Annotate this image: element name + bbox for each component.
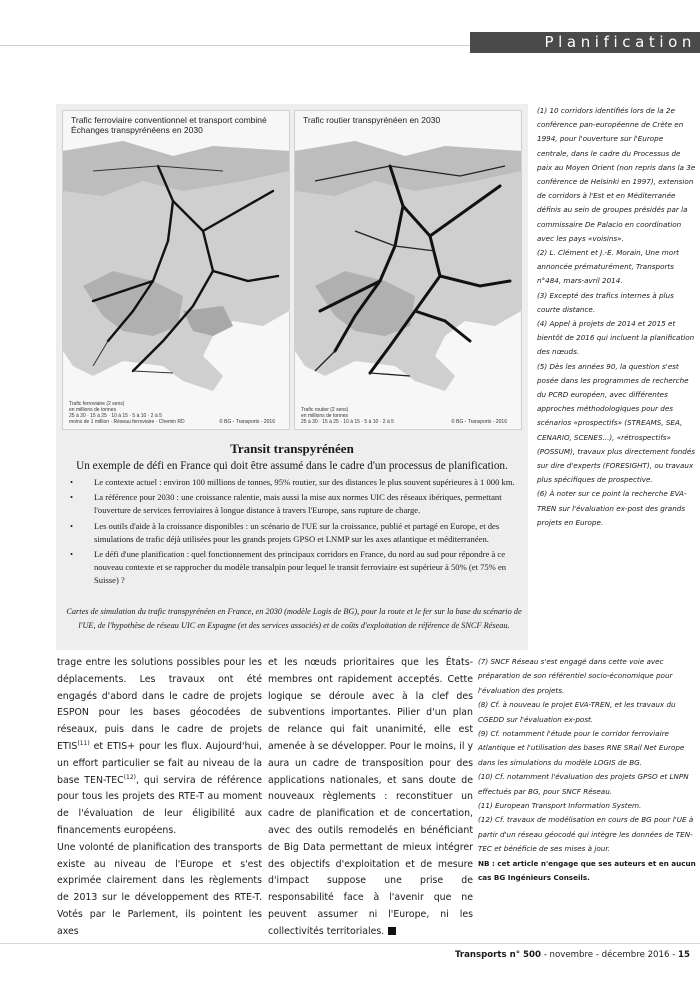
page-number: 15 [678, 950, 690, 960]
nb-disclaimer: NB : cet article n'engage que ses auteurs et en aucun cas BG Ingénieurs Conseils. [478, 858, 696, 883]
body-text: et ETIS+ pour les flux. Aujourd'hui, un effort particulier se fait au niveau de la base TEN-TEC [57, 740, 262, 786]
body-paragraph [57, 655, 262, 840]
page-footer [455, 950, 690, 960]
footnote: (2) L. Clément et J.-E. Morain, Une mort annoncée prématurément, Transports n°484, mars-avril 2014. [537, 248, 679, 286]
footnote: (1) 10 corridors identifiés lors de la 2e conférence pan-européenne de Crète en 1994, pour l'ouverture sur l'Europe centrale, dans le cadre du Processus de paix au Moyen Orient (non repris dans la 3e conférence de Helsinki en 1997), extension de corridors à l'Est et en Méditerranée définis au sein de groupes présidés par la commissaire De Palacio en coordination avec les pays «voisins». [537, 106, 696, 243]
body-paragraph [268, 655, 473, 941]
box-bullets [64, 476, 522, 590]
map-road-legend-2: 25 à 30 [301, 419, 318, 425]
body-column-1 [57, 655, 262, 941]
map-rail-legend-4: 10 à 15 [111, 413, 128, 419]
box-title: Transit transpyrénéen [230, 441, 354, 456]
map-road [294, 110, 522, 430]
map-rail-legend-9: Chemin RD [158, 419, 185, 425]
map-rail-credit: © BG - Transports - 2016 [219, 419, 275, 425]
map-rail-legend-2: 25 à 30 [69, 413, 86, 419]
map-rail-title-2: Échanges transpyrénéens en 2030 [71, 125, 203, 135]
map-rail-legend-5: 5 à 10 [132, 413, 147, 419]
map-rail-legend-6: 2 à 5 [150, 413, 162, 419]
footnote: (10) Cf. notamment l'évaluation des projets GPSO et LNPN effectués par BG, pour SNCF Réseau. [478, 772, 689, 796]
section-header: Planification [470, 32, 700, 53]
map-rail-legend-1: en millions de tonnes [69, 407, 116, 413]
footnote: (6) À noter sur ce point la recherche EVA-TREN sur l'évaluation ex-post des grands projets en Europe. [537, 489, 687, 527]
figure-box [56, 104, 528, 650]
map-rail-legend-3: 15 à 25 [90, 413, 107, 419]
body-paragraph: Une volonté de planification des transports existe au niveau de l'Europe et s'est exprimée clairement dans les règlements de 2013 sur le développement des RTE-T. Votés par le Parlement, ils pointent les axes [57, 841, 262, 937]
magazine-name: Transports n° 500 [454, 950, 541, 960]
notes-top [537, 104, 697, 530]
box-subtitle: Un exemple de défi en France qui doit être assumé dans le cadre d'un processus de planification. [76, 460, 508, 472]
issue-date: - novembre - décembre 2016 - [540, 950, 679, 960]
footer-rule [0, 943, 700, 944]
footnote: (8) Cf. à nouveau le projet EVA-TREN, et les travaux du CGEDD sur l'évaluation ex-post. [478, 700, 676, 724]
footnote: (11) European Transport Information System. [478, 801, 642, 811]
figure-caption: Cartes de simulation du trafic transpyrénéen en France, en 2030 (modèle Logis de BG), pour la route et le fer sur la base du scénario de l'UE, de l'hypothèse de réseau UIC en Espagne (et des services associés) et de coûts d'exploitation de référence de SNCF Réseau. [66, 607, 522, 630]
map-rail-title-1: Trafic ferroviaire conventionnel et transport combiné [71, 115, 267, 125]
box-bullet: • Le contexte actuel : environ 100 millions de tonnes, 95% routier, sur des distances le plus souvent supérieures à 1 000 km. [64, 476, 522, 489]
body-text: trage entre les solutions possibles pour les déplacements. Les travaux ont été engagés d'abord dans le cadre de projets ESPON pour les bases géocodées de réseaux, puis dans le cadre de projets ETIS [57, 657, 262, 752]
map-road-legend-6: 2 à 5 [382, 419, 394, 425]
map-rail-legend-8: Réseau ferroviaire [113, 419, 155, 425]
map-road-legend-5: 5 à 10 [364, 419, 379, 425]
footnote-ref-12: (12) [123, 773, 136, 781]
map-road-legend-3: 15 à 25 [322, 419, 339, 425]
end-of-article-mark [388, 927, 396, 935]
box-bullet: • La référence pour 2030 : une croissance ralentie, mais aussi la mise aux normes UIC des réseaux ibériques, permettant l'ouverture de services ferroviaires à longue distance à travers l'Europe, sans rupture de charge. [64, 491, 522, 517]
footnote: (4) Appel à projets de 2014 et 2015 et bientôt de 2016 qui incluent la planification des nœuds. [537, 319, 695, 357]
top-rule [0, 45, 470, 46]
map-road-legend-0: Trafic routier (2 sens) [301, 407, 349, 413]
footnote-ref-11: (11) [77, 739, 90, 747]
footnote: (5) Dès les années 90, la question s'est posée dans les programmes de recherche du PCRD européen, avec différentes approches méthodologiques pour des scénarios «prospectifs» (STREAMS, SEA, CENARIO, SCENES...), «rétrospectifs» (POSSUM), travaux plus directement fondés sur dire d'experts (FORESIGHT), ou travaux plus spécifiques de prospective. [537, 361, 695, 485]
footnote: (9) Cf. notamment l'étude pour le corridor ferroviaire Atlantique et l'utilisation des bases RNE SRail Net Europe dans les simulations du modèle LOGIS de BG. [478, 729, 685, 767]
map-road-title: Trafic routier transpyrénéen en 2030 [303, 115, 441, 125]
box-bullet: • Les outils d'aide à la croissance disponibles : un scénario de l'UE sur la croissance, publié et partagé en Europe, et des simulations de trafic déjà utilisées pour les grands projets GPSO et LNMP sur les axes atlantique et méditerranéen. [64, 520, 522, 546]
footnote: (7) SNCF Réseau s'est engagé dans cette voie avec préparation de son référentiel socio-économique pour l'évaluation des projets. [478, 657, 673, 695]
map-road-legend-1: en millions de tonnes [301, 413, 348, 419]
map-road-graphic [295, 111, 521, 429]
box-bullet: • Le défi d'une planification : quel fonctionnement des principaux corridors en France, du nord au sud pour répondre à ce nouveau contexte et se rapprocher du modèle transalpin pour lequel le transit ferroviaire est supérieur à 50% (et 75% en Suisse) ? [64, 548, 522, 588]
map-rail-legend: Trafic ferroviaire (2 sens) en millions de tonnes 25 à 30 · 15 à 25 · 10 à 15 · 5 à 10 · 2 à 5 moins de 1 million · Réseau ferroviaire · Chemin RD © BG - Transports - 2016 [69, 401, 279, 425]
notes-bottom [478, 655, 700, 886]
map-road-legend: Trafic routier (2 sens) en millions de tonnes 25 à 30 · 15 à 25 · 10 à 15 · 5 à 10 · 2 à 5 © BG - Transports - 2016 [301, 407, 511, 425]
body-column-2 [268, 655, 473, 941]
body-text: , qui servira de référence pour tous les projets des RTE-T au moment de l'évaluation de leur éligibilité aux financements européens. [57, 774, 262, 836]
map-road-legend-4: 10 à 15 [343, 419, 360, 425]
map-rail [62, 110, 290, 430]
footnote: (12) Cf. travaux de modélisation en cours de BG pour l'UE à partir d'un réseau géocodé qui intègre les données de TEN-TEC et bénéficie de ses mises à jour. [478, 815, 694, 854]
body-text: et les nœuds prioritaires que les États-membres ont rapidement acceptés. Cette logique se déroule avec à la clef des subventions importantes. Pilier d'un plan de relance qui fait unanimité, elle est amenée à se développer. Pour le moins, il y aura un cadre de transposition pour des applications nationales, et sans doute de nouveaux règlements : reconstituer un cadre de planification et de concertation, avec des outils remodelés en bénéficiant de Big Data permettant de mieux intégrer des objectifs d'exploitation et de mesure d'impact suppose une prise de responsabilité face à l'avenir que ne peuvent assumer ni l'Europe, ni les collectivités territoriales. [268, 657, 473, 937]
map-road-credit: © BG - Transports - 2016 [451, 419, 507, 425]
map-rail-legend-0: Trafic ferroviaire (2 sens) [69, 401, 125, 407]
map-rail-legend-7: moins de 1 million [69, 419, 110, 425]
map-rail-graphic [63, 111, 289, 429]
footnote: (3) Excepté des trafics internes à plus courte distance. [537, 290, 674, 314]
